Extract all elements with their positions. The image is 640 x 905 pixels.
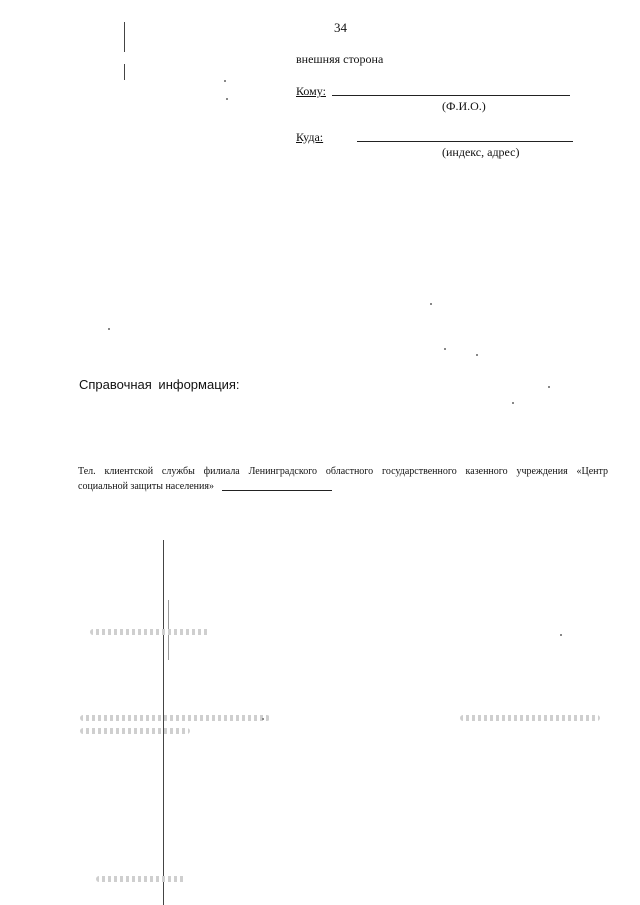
reference-title: Справочная информация:	[79, 377, 240, 392]
scan-speck	[560, 634, 562, 636]
scan-speck	[512, 402, 514, 404]
faint-scan-smudge	[96, 876, 186, 882]
destination-caption: (индекс, адрес)	[442, 145, 520, 159]
faint-scan-smudge	[90, 629, 210, 635]
destination-label: Куда:	[296, 130, 324, 144]
scan-edge-line	[163, 540, 164, 905]
faint-scan-smudge	[80, 728, 190, 734]
envelope-side-label: внешняя сторона	[296, 52, 384, 66]
scan-speck	[476, 354, 478, 356]
scan-speck	[548, 386, 550, 388]
scan-speck	[224, 80, 226, 82]
recipient-caption: (Ф.И.О.)	[442, 99, 486, 113]
fold-mark	[124, 64, 125, 80]
faint-scan-smudge	[80, 715, 270, 721]
scan-speck	[262, 718, 264, 720]
scan-speck	[444, 348, 446, 350]
client-service-phone-text: Тел. клиентской службы филиала Ленинградского областного государственного казенного учреждения «Центр	[78, 466, 608, 477]
recipient-blank-line	[332, 95, 570, 96]
phone-number-blank-line	[222, 490, 332, 491]
destination-blank-line	[357, 141, 573, 142]
scan-speck	[226, 98, 228, 100]
client-service-phone-text-continued: социальной защиты населения»	[78, 481, 214, 492]
fold-mark	[124, 22, 125, 52]
recipient-label: Кому:	[296, 84, 326, 98]
scan-speck	[430, 303, 432, 305]
page-number: 34	[334, 20, 347, 35]
scan-speck	[108, 328, 110, 330]
faint-scan-smudge	[460, 715, 600, 721]
